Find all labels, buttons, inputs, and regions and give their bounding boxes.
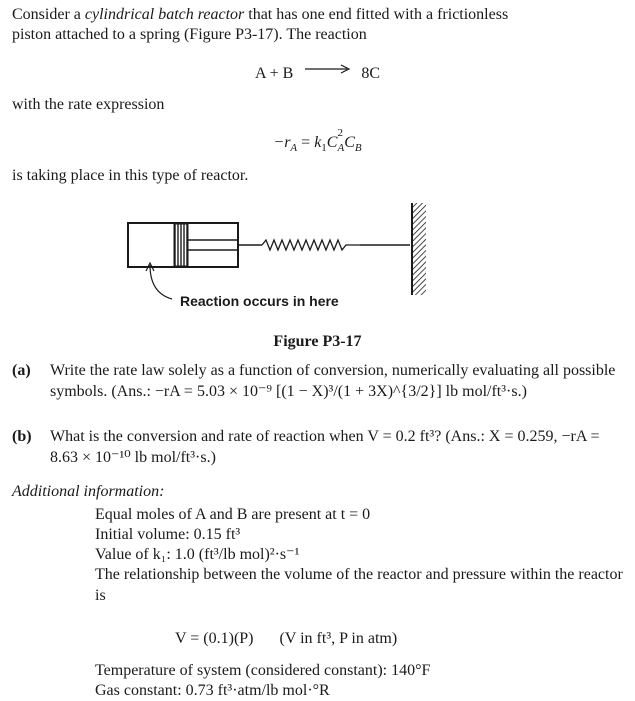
rate-intro: with the rate expression — [12, 96, 165, 113]
part-b-text: What is the conversion and rate of reaction when V = 0.2 ft³? (Ans.: X = 0.259, −rA = 8.63 × 10⁻¹⁰ lb mol/ft³·s.) — [50, 428, 600, 466]
additional-title: Additional information: — [12, 483, 165, 500]
intro-text-1a: Consider a — [12, 6, 85, 23]
info-item: The relationship between the volume of the reactor and pressure within the reactor is — [95, 566, 623, 604]
part-b — [12, 426, 627, 468]
wall-hatch — [413, 203, 426, 295]
diagram-label: Reaction occurs in here — [180, 293, 339, 309]
intro-text-2: piston attached to a spring (Figure P3-17). The reaction — [12, 26, 367, 43]
intro-paragraph — [12, 4, 625, 44]
vp-relation — [175, 628, 397, 649]
rate-expression: $-r_A = k_1C$ 2 $_AC_B$ — [273, 127, 362, 155]
figure-caption: Figure P3-17 — [273, 333, 362, 350]
vp-equation: V = (0.1)(P) — [175, 630, 254, 647]
temperature-line: Temperature of system (considered constant): 140°F — [95, 662, 431, 679]
info-item: Value of k₁: 1.0 (ft³/lb mol)²·s⁻¹ — [95, 546, 300, 563]
reactor-statement: is taking place in this type of reactor. — [12, 167, 249, 184]
info-item: Initial volume: 0.15 ft³ — [95, 526, 241, 543]
piston — [174, 224, 188, 266]
info-item: Equal moles of A and B are present at t = 0 — [95, 506, 371, 523]
reaction-equation — [0, 63, 635, 84]
additional-list — [95, 504, 627, 606]
reaction-products: 8C — [361, 65, 381, 82]
vp-units: (V in ft³, P in atm) — [279, 630, 398, 647]
part-b-label: (b) — [12, 428, 32, 445]
intro-text-1b: that has one end fitted with a frictionless — [244, 6, 509, 23]
part-a-text: Write the rate law solely as a function of conversion, numerically evaluating all possible symbols. (Ans.: −rA = 5.03 × 10⁻⁹ [(1 − X)³/(1 + 3X)^{3/2}] lb mol/ft³·s.) — [50, 362, 616, 400]
spring — [262, 240, 360, 250]
reaction-arrow — [303, 59, 351, 80]
intro-emphasis: cylindrical batch reactor — [84, 6, 245, 23]
gas-constant-line: Gas constant: 0.73 ft³·atm/lb mol·°R — [95, 682, 330, 699]
part-a — [12, 360, 627, 422]
reaction-reactants: A + B — [254, 65, 294, 82]
part-a-label: (a) — [12, 362, 31, 379]
